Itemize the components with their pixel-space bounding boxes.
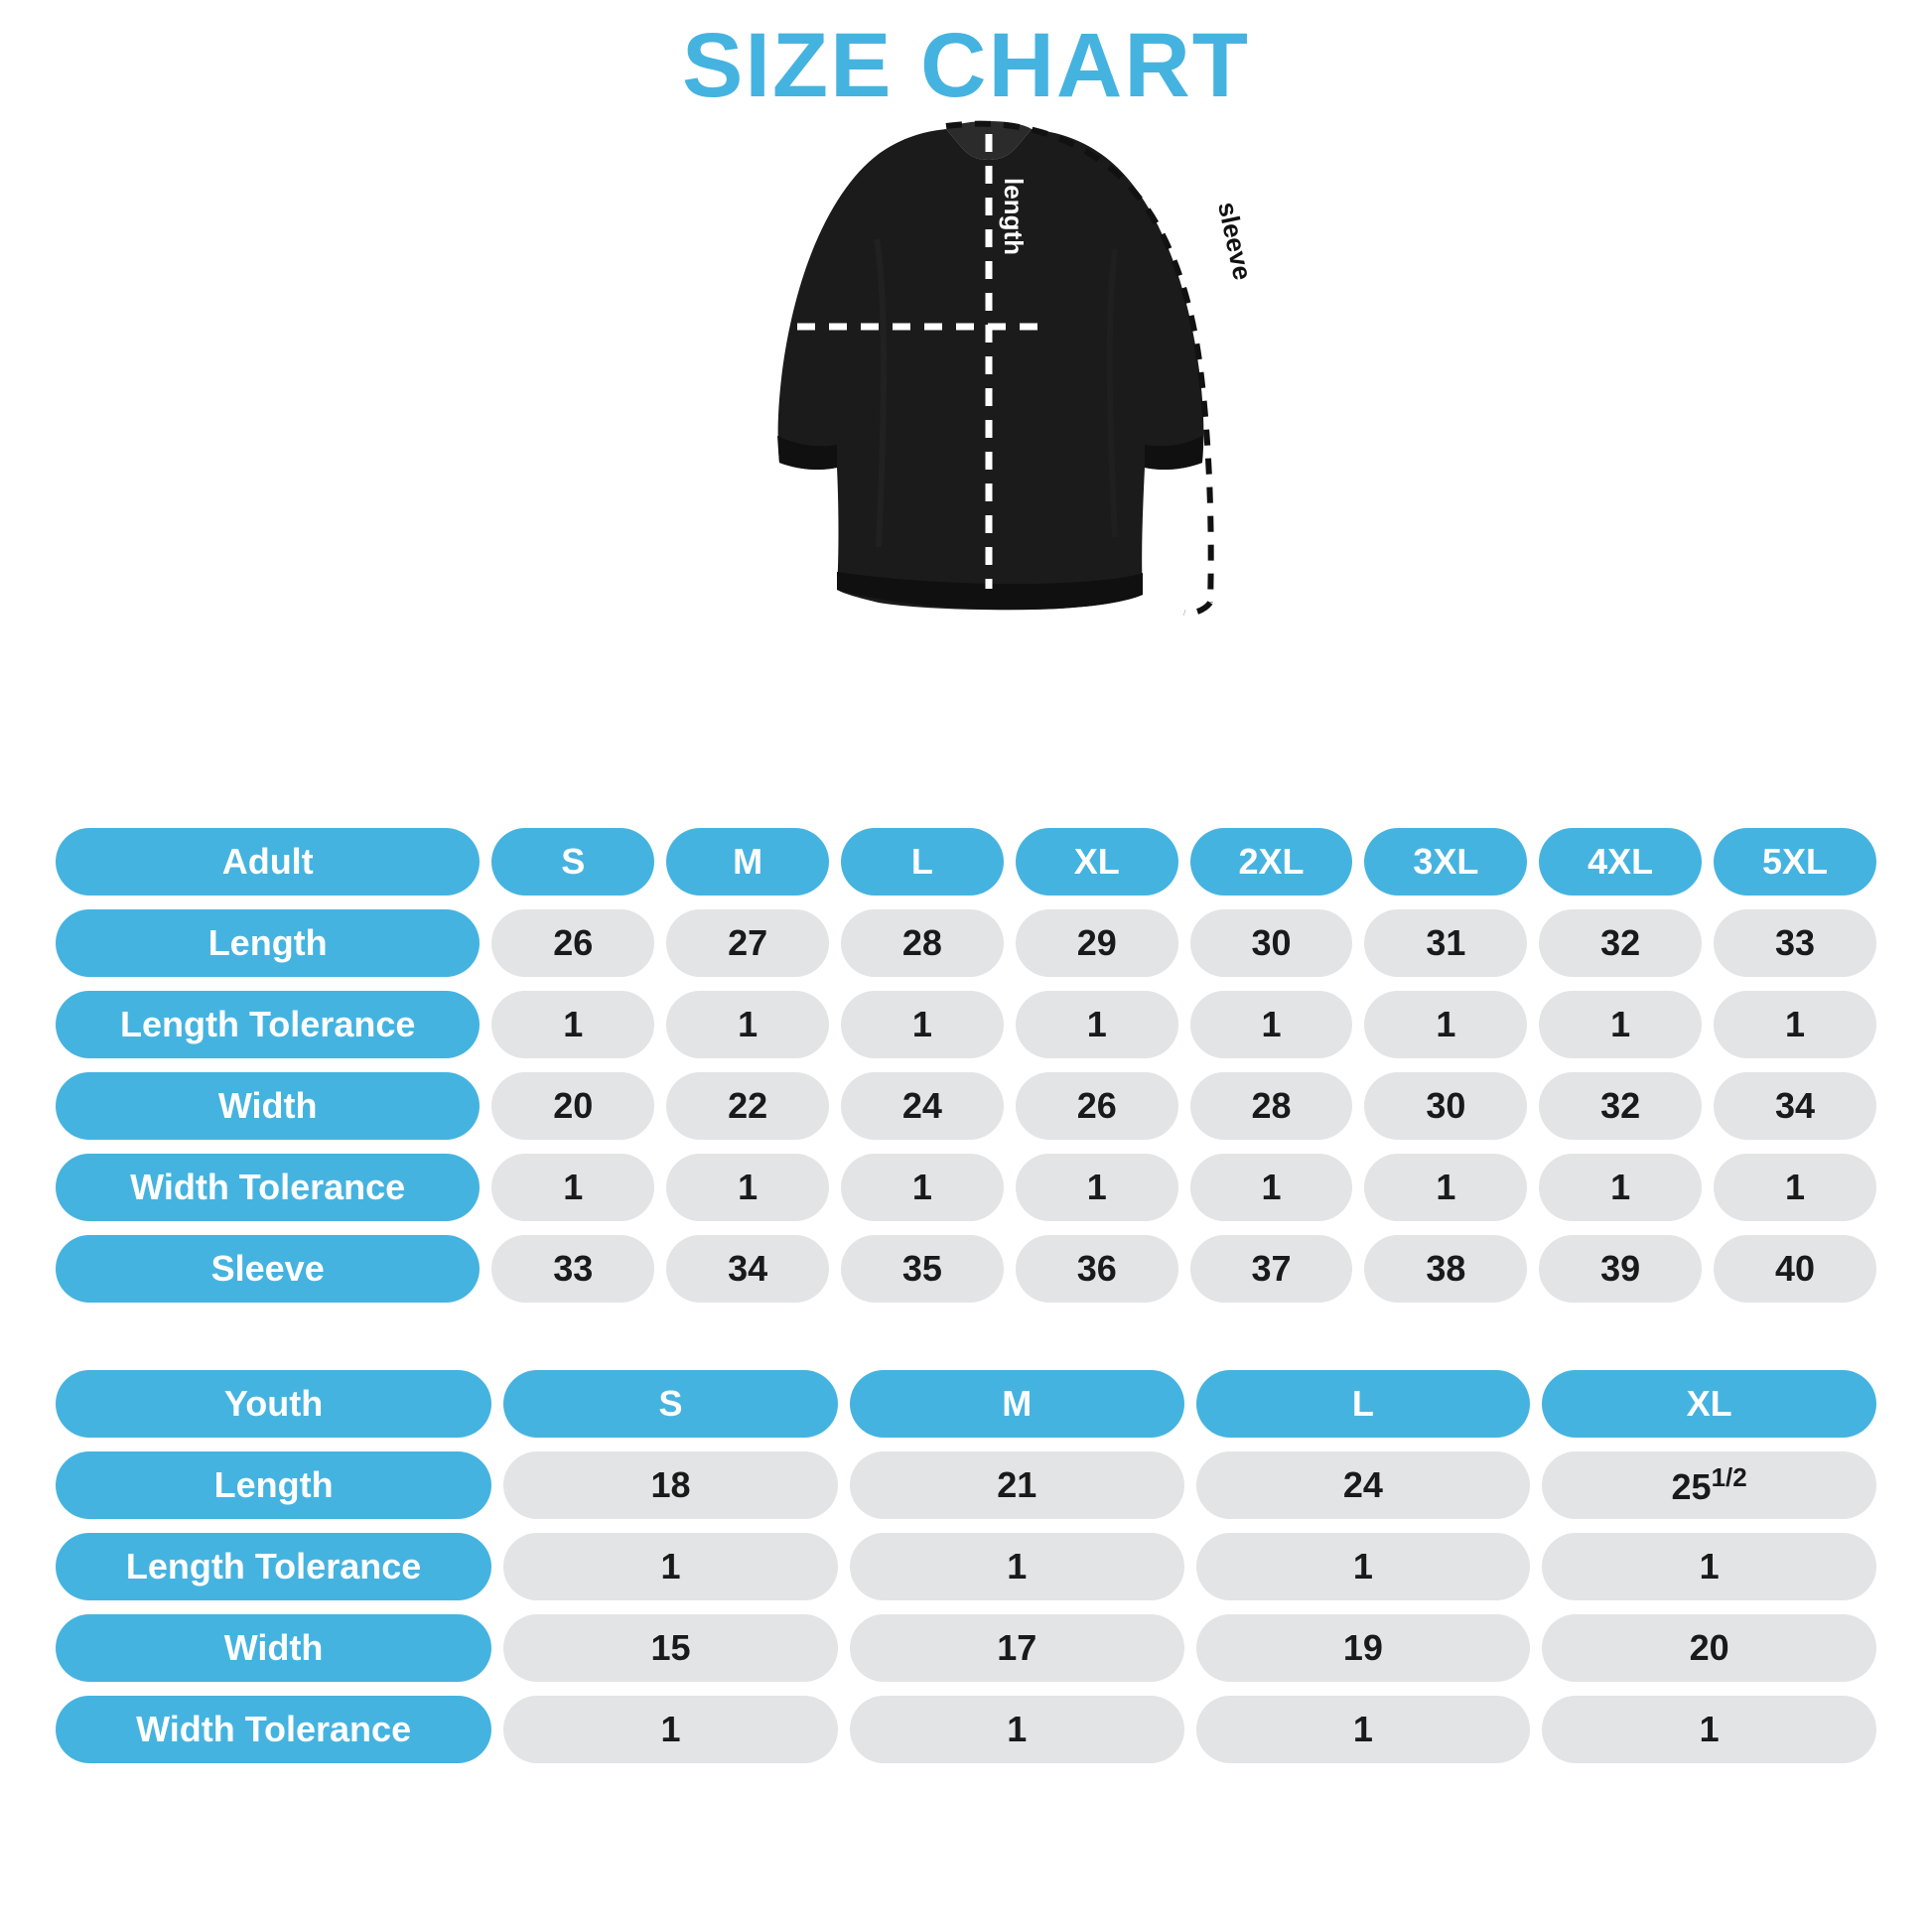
row-label-length: Length xyxy=(56,909,480,977)
youth-length-s: 18 xyxy=(503,1451,838,1519)
table-row xyxy=(56,1533,1876,1600)
row-label-width-tolerance: Width Tolerance xyxy=(56,1154,480,1221)
adult-sleeve-s: 33 xyxy=(491,1235,654,1303)
adult-width-tol-2xl: 1 xyxy=(1190,1154,1353,1221)
youth-length-l: 24 xyxy=(1196,1451,1531,1519)
adult-width-tol-m: 1 xyxy=(666,1154,829,1221)
adult-size-m: M xyxy=(666,828,829,896)
youth-width-tol-s: 1 xyxy=(503,1696,838,1763)
row-label-youth-length: Length xyxy=(56,1451,491,1519)
adult-size-2xl: 2XL xyxy=(1190,828,1353,896)
adult-width-m: 22 xyxy=(666,1072,829,1140)
table-row xyxy=(56,1235,1876,1303)
adult-length-4xl: 32 xyxy=(1539,909,1702,977)
adult-size-3xl: 3XL xyxy=(1364,828,1527,896)
adult-width-tol-5xl: 1 xyxy=(1714,1154,1876,1221)
youth-length-tol-s: 1 xyxy=(503,1533,838,1600)
garment-illustration xyxy=(0,120,1932,676)
youth-header-label: Youth xyxy=(56,1370,491,1438)
adult-width-5xl: 34 xyxy=(1714,1072,1876,1140)
adult-width-3xl: 30 xyxy=(1364,1072,1527,1140)
adult-width-2xl: 28 xyxy=(1190,1072,1353,1140)
table-row xyxy=(56,1696,1876,1763)
adult-width-tol-s: 1 xyxy=(491,1154,654,1221)
adult-length-tol-l: 1 xyxy=(841,991,1004,1058)
youth-width-tol-m: 1 xyxy=(850,1696,1184,1763)
adult-length-tol-5xl: 1 xyxy=(1714,991,1876,1058)
row-label-length-tolerance: Length Tolerance xyxy=(56,991,480,1058)
adult-size-5xl: 5XL xyxy=(1714,828,1876,896)
table-row xyxy=(56,991,1876,1058)
table-row xyxy=(56,1072,1876,1140)
youth-width-xl: 20 xyxy=(1542,1614,1876,1682)
adult-length-tol-m: 1 xyxy=(666,991,829,1058)
youth-size-s: S xyxy=(503,1370,838,1438)
adult-width-tol-l: 1 xyxy=(841,1154,1004,1221)
adult-sleeve-5xl: 40 xyxy=(1714,1235,1876,1303)
adult-width-4xl: 32 xyxy=(1539,1072,1702,1140)
youth-length-tol-xl: 1 xyxy=(1542,1533,1876,1600)
adult-size-xl: XL xyxy=(1016,828,1178,896)
youth-length-tol-l: 1 xyxy=(1196,1533,1531,1600)
adult-length-3xl: 31 xyxy=(1364,909,1527,977)
adult-length-tol-2xl: 1 xyxy=(1190,991,1353,1058)
adult-length-tol-xl: 1 xyxy=(1016,991,1178,1058)
youth-size-l: L xyxy=(1196,1370,1531,1438)
adult-length-xl: 29 xyxy=(1016,909,1178,977)
youth-length-tol-m: 1 xyxy=(850,1533,1184,1600)
measurement-tables xyxy=(0,814,1932,1777)
youth-length-m: 21 xyxy=(850,1451,1184,1519)
row-label-width: Width xyxy=(56,1072,480,1140)
table-row xyxy=(56,1451,1876,1519)
sweatshirt-graphic xyxy=(648,120,1284,656)
adult-length-s: 26 xyxy=(491,909,654,977)
adult-header-label: Adult xyxy=(56,828,480,896)
length-label: length xyxy=(999,177,1029,255)
table-row xyxy=(56,1370,1876,1438)
adult-length-2xl: 30 xyxy=(1190,909,1353,977)
adult-width-tol-xl: 1 xyxy=(1016,1154,1178,1221)
width-label: width xyxy=(698,296,765,327)
youth-size-xl: XL xyxy=(1542,1370,1876,1438)
youth-size-table xyxy=(44,1356,1888,1777)
youth-width-m: 17 xyxy=(850,1614,1184,1682)
adult-width-tol-4xl: 1 xyxy=(1539,1154,1702,1221)
adult-size-4xl: 4XL xyxy=(1539,828,1702,896)
youth-size-m: M xyxy=(850,1370,1184,1438)
adult-size-l: L xyxy=(841,828,1004,896)
adult-length-5xl: 33 xyxy=(1714,909,1876,977)
adult-sleeve-xl: 36 xyxy=(1016,1235,1178,1303)
adult-sleeve-2xl: 37 xyxy=(1190,1235,1353,1303)
adult-size-table xyxy=(44,814,1888,1316)
youth-width-l: 19 xyxy=(1196,1614,1531,1682)
table-row xyxy=(56,909,1876,977)
adult-length-l: 28 xyxy=(841,909,1004,977)
youth-width-tol-xl: 1 xyxy=(1542,1696,1876,1763)
page-title: SIZE CHART xyxy=(682,15,1250,116)
adult-width-xl: 26 xyxy=(1016,1072,1178,1140)
youth-width-s: 15 xyxy=(503,1614,838,1682)
row-label-youth-length-tolerance: Length Tolerance xyxy=(56,1533,491,1600)
row-label-sleeve: Sleeve xyxy=(56,1235,480,1303)
adult-sleeve-3xl: 38 xyxy=(1364,1235,1527,1303)
row-label-youth-width-tolerance: Width Tolerance xyxy=(56,1696,491,1763)
row-label-youth-width: Width xyxy=(56,1614,491,1682)
adult-width-tol-3xl: 1 xyxy=(1364,1154,1527,1221)
table-row xyxy=(56,1154,1876,1221)
sleeve-label: sleeve xyxy=(1212,199,1258,283)
youth-width-tol-l: 1 xyxy=(1196,1696,1531,1763)
table-row xyxy=(56,828,1876,896)
table-divider xyxy=(0,1316,1932,1356)
youth-length-xl: $25^{1/2}$ xyxy=(1542,1451,1876,1519)
adult-sleeve-m: 34 xyxy=(666,1235,829,1303)
adult-length-tol-3xl: 1 xyxy=(1364,991,1527,1058)
adult-sleeve-l: 35 xyxy=(841,1235,1004,1303)
adult-sleeve-4xl: 39 xyxy=(1539,1235,1702,1303)
table-row xyxy=(56,1614,1876,1682)
adult-width-s: 20 xyxy=(491,1072,654,1140)
adult-length-m: 27 xyxy=(666,909,829,977)
adult-length-tol-s: 1 xyxy=(491,991,654,1058)
adult-width-l: 24 xyxy=(841,1072,1004,1140)
adult-size-s: S xyxy=(491,828,654,896)
adult-length-tol-4xl: 1 xyxy=(1539,991,1702,1058)
